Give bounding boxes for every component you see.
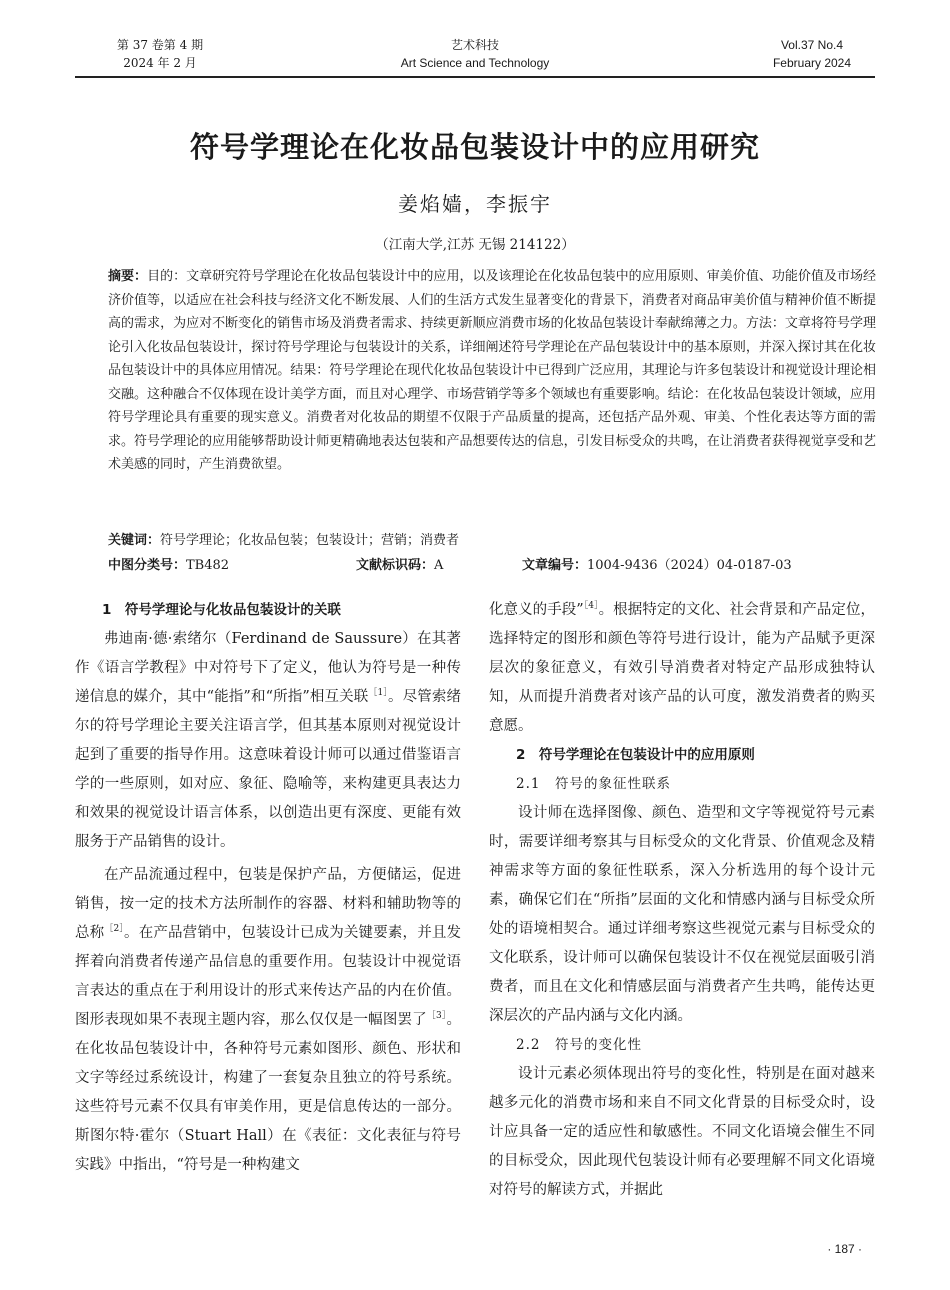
article-label: 文章编号： bbox=[522, 558, 588, 573]
citation-ref: ［1］ bbox=[368, 688, 388, 699]
paragraph-text: 弗迪南·德·索绪尔（Ferdinand de Saussure）在其著作《语言学教程》中对符号下了定义，他认为符号是一种传递信息的媒介，其中“能指”和“所指”相互关联 bbox=[75, 631, 461, 705]
body-column-right bbox=[489, 596, 875, 1205]
doc-label: 文献标识码： bbox=[356, 558, 435, 573]
subsection-heading-2-2: 2.2 符号的变化性 bbox=[516, 1037, 642, 1053]
date-en: February 2024 bbox=[772, 56, 852, 70]
date-cn: 2024 年 2 月 bbox=[123, 56, 197, 70]
abstract bbox=[108, 265, 876, 477]
paper-title: 符号学理论在化妆品包装设计中的应用研究 bbox=[189, 130, 760, 164]
abstract-label: 摘要： bbox=[108, 269, 148, 284]
clc-label: 中图分类号： bbox=[108, 558, 187, 573]
keywords-text: 符号学理论；化妆品包装；包装设计；营销；消费者 bbox=[160, 533, 460, 548]
page-number: · 187 · bbox=[827, 1242, 862, 1256]
journal-name bbox=[375, 36, 575, 72]
keywords-label: 关键词： bbox=[108, 533, 161, 548]
authors: 姜焰嫱，李振宇 bbox=[398, 192, 552, 216]
section-heading-2: 2 符号学理论在包装设计中的应用原则 bbox=[516, 747, 755, 763]
paragraph-text: 。在产品营销中，包装设计已成为关键要素，并且发挥着向消费者传递产品信息的重要作用。包装设计中视觉语言表达的重点在于利用设计的形式来传达产品的内在价值。图形表现如果不表现主题内容，那么仅仅是一幅图罢了 bbox=[75, 925, 462, 1028]
paragraph-text: 化意义的手段” bbox=[489, 602, 584, 618]
article-value: 1004-9436（2024）04-0187-03 bbox=[587, 558, 792, 573]
paragraph-text: 。在化妆品包装设计中，各种符号元素如图形、颜色、形状和文字等经过系统设计，构建了一套复杂且独立的符号系统。这些符号元素不仅具有审美作用，更是信息传达的一部分。斯图尔特·霍尔（Stuart Hall）在《表征：文化表征与符号实践》中指出，“符号是一种构建文 bbox=[75, 1012, 461, 1173]
section-heading-1: 1 符号学理论与化妆品包装设计的关联 bbox=[102, 602, 341, 618]
citation-ref: ［2］ bbox=[104, 924, 125, 935]
paragraph-text: 在产品流通过程中，包装是保护产品，方便储运，促进销售，按一定的技术方法所制作的容器、材料和辅助物等的总称 bbox=[75, 867, 461, 941]
paragraph-variability: 设计元素必须体现出符号的变化性，特别是在面对越来越多元化的消费市场和来自不同文化背景的目标受众时，设计应具备一定的适应性和敏感性。不同文化语境会催生不同的目标受众，因此现代包装设计师有必要理解不同文化语境对符号的解读方式，并据此 bbox=[489, 1066, 875, 1198]
affiliation: （江南大学,江苏 无锡 214122） bbox=[375, 237, 575, 253]
paragraph-saussure bbox=[75, 625, 461, 857]
paragraph-text: 。根据特定的文化、社会背景和产品定位，选择特定的图形和颜色等符号进行设计，能为产品赋予更深层次的象征意义，有效引导消费者对特定产品形成独特认知，从而提升消费者对该产品的认可度，激发消费者的购买意愿。 bbox=[489, 602, 875, 734]
paragraph-packaging bbox=[75, 861, 461, 1180]
paragraph-continued bbox=[489, 596, 875, 741]
volume-issue-cn: 第 37 卷第 4 期 bbox=[116, 38, 204, 52]
journal-issue-en bbox=[752, 36, 872, 72]
clc-value: TB482 bbox=[186, 558, 230, 573]
journal-issue-cn bbox=[95, 36, 225, 72]
volume-issue-en: Vol.37 No.4 bbox=[780, 38, 844, 52]
clc-number bbox=[108, 556, 229, 576]
doc-value: A bbox=[434, 558, 444, 573]
citation-ref: ［4］ bbox=[583, 601, 599, 612]
journal-name-en: Art Science and Technology bbox=[400, 56, 550, 70]
header-rule bbox=[75, 76, 875, 78]
article-number bbox=[522, 556, 792, 576]
paragraph-symbolic: 设计师在选择图像、颜色、造型和文字等视觉符号元素时，需要详细考察其与目标受众的文化背景、价值观念及精神需求等方面的象征性联系，深入分析选用的每个设计元素，确保它们在“所指”层面的文化和情感内涵与目标受众所处的语境相契合。通过详细考察这些视觉元素与目标受众的文化联系，设计师可以确保包装设计不仅在视觉层面吸引消费者，而且在文化和情感层面与消费者产生共鸣，能传达更深层次的产品内涵与文化内涵。 bbox=[489, 805, 875, 1024]
subsection-heading-2-1: 2.1 符号的象征性联系 bbox=[516, 776, 671, 792]
abstract-text: 目的：文章研究符号学理论在化妆品包装设计中的应用，以及该理论在化妆品包装中的应用原则、审美价值、功能价值及市场经济价值等，以适应在社会科技与经济文化不断发展、人们的生活方式发生显著变化的背景下，消费者对商品审美价值与精神价值不断提高的需求，为应对不断变化的销售市场及消费者需求、持续更新顺应消费市场的化妆品包装设计奉献绵薄之力。方法：文章将符号学理论引入化妆品包装设计，探讨符号学理论与包装设计的关系，详细阐述符号学理论在产品包装设计中的基本原则，并深入探讨其在化妆品包装设计中的具体应用情况。结果：符号学理论在现代化妆品包装设计中已得到广泛应用，其理论与许多包装设计和视觉设计理论相交融。这种融合不仅体现在设计美学方面，而且对心理学、市场营销学等多个领域也有重要影响。结论：在化妆品包装设计领域，应用符号学理论具有重要的现实意义。消费者对化妆品的期望不仅限于产品质量的提高，还包括产品外观、审美、个性化表达等方面的需求。符号学理论的应用能够帮助设计师更精确地表达包装和产品想要传达的信息，引发目标受众的共鸣，在让消费者获得视觉享受和艺术美感的同时，产生消费欲望。 bbox=[108, 269, 876, 472]
paragraph-text: 。尽管索绪尔的符号学理论主要关注语言学，但其基本原则对视觉设计起到了重要的指导作用。这意味着设计师可以通过借鉴语言学的一些原则，如对应、象征、隐喻等，来构建更具表达力和效果的视觉设计语言体系，以创造出更有深度、更能有效服务于产品销售的设计。 bbox=[75, 689, 461, 850]
citation-ref: ［3］ bbox=[426, 1011, 447, 1022]
body-column-left bbox=[75, 596, 461, 1180]
document-code bbox=[356, 556, 443, 576]
keywords bbox=[108, 531, 876, 551]
journal-name-cn: 艺术科技 bbox=[450, 38, 499, 52]
